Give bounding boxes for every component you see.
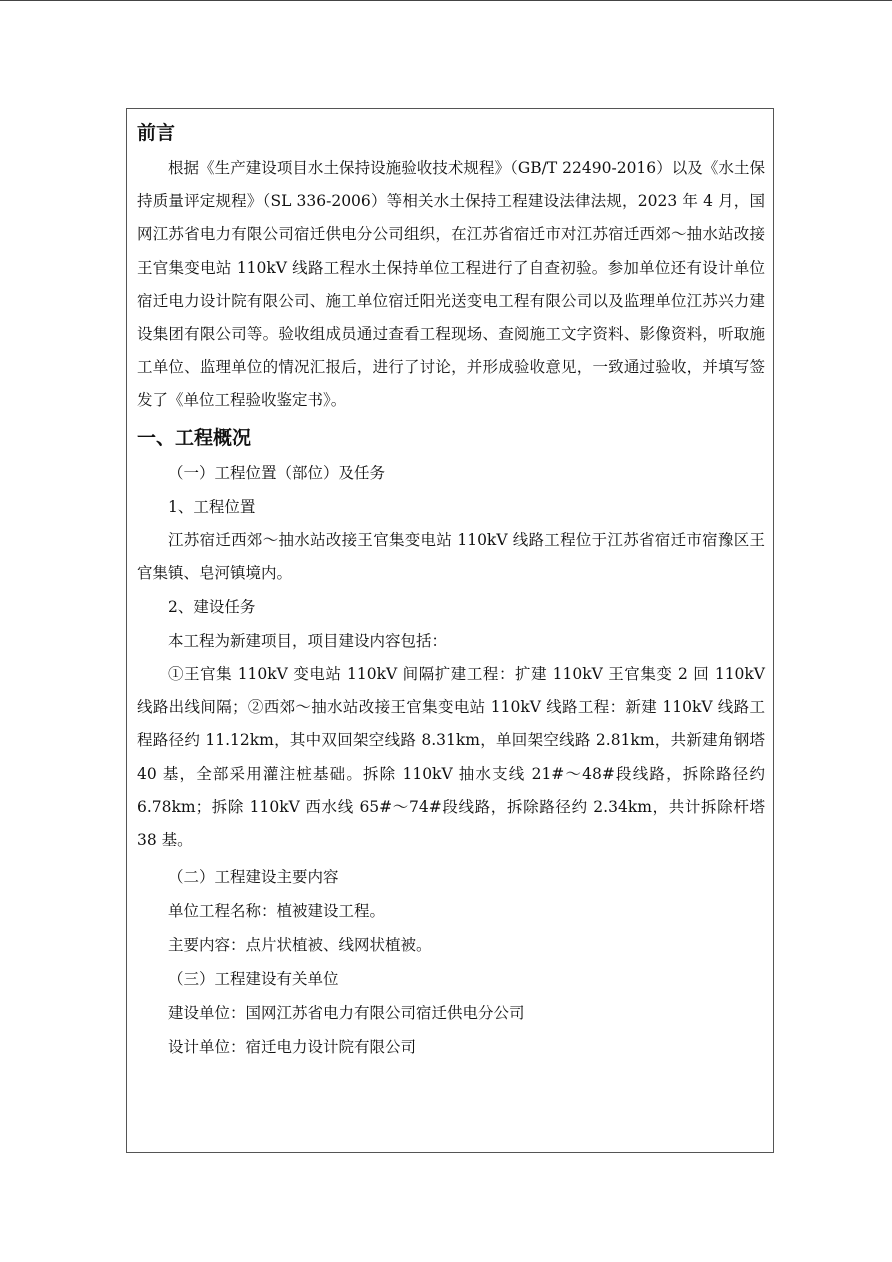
builder-unit: 建设单位：国网江苏省电力有限公司宿迁供电分公司: [168, 1004, 525, 1023]
item-tasks-intro: 本工程为新建项目，项目建设内容包括：: [168, 632, 448, 651]
item-location-text: 江苏宿迁西郊～抽水站改接王官集变电站 110kV 线路工程位于江苏省宿迁市宿豫区王官集镇、皂河镇境内。: [137, 530, 765, 582]
item-tasks-title: 2、建设任务: [168, 598, 256, 617]
preface-paragraph: 根据《生产建设项目水土保持设施验收技术规程》（GB/T 22490-2016）以及《水土保持质量评定规程》（SL 336-2006）等相关水土保持工程建设法律法规，2023 年 4 月，国网江苏省电力有限公司宿迁供电分公司组织，在江苏省宿迁市对江苏宿迁西郊～抽水站改接王官集变电站 110kV 线路工程水土保持单位工程进行了自查初验。参加单位还有设计单位宿迁电力设计院有限公司、施工单位宿迁阳光送变电工程有限公司以及监理单位江苏兴力建设集团有限公司等。验收组成员通过查看工程现场、查阅施工文字资料、影像资料，听取施工单位、监理单位的情况汇报后，进行了讨论，并形成验收意见，一致通过验收，并填写签发了《单位工程验收鉴定书》。: [137, 159, 765, 410]
designer-unit: 设计单位：宿迁电力设计院有限公司: [168, 1038, 417, 1057]
section-overview-heading: 一、工程概况: [137, 426, 252, 449]
page-top-rule: [0, 0, 892, 1]
item-tasks-text: ①王官集 110kV 变电站 110kV 间隔扩建工程：扩建 110kV 王官集变 2 回 110kV 线路出线间隔；②西郊～抽水站改接王官集变电站 110kV 线路工程：新建 110kV 线路工程路径约 11.12km，其中双回架空线路 8.31km，单回架空线路 2.81km，共新建角钢塔 40 基，全部采用灌注桩基础。拆除 110kV 抽水支线 21#～48#段线路，拆除路径约 6.78km；拆除 110kV 西水线 65#～74#段线路，拆除路径约 2.34km，共计拆除杆塔 38 基。: [137, 665, 765, 850]
preface-heading: 前言: [137, 122, 176, 144]
subsection-units-title: （三）工程建设有关单位: [168, 970, 339, 989]
main-content-text: 主要内容：点片状植被、线网状植被。: [168, 936, 432, 955]
subsection-location-title: （一）工程位置（部位）及任务: [168, 463, 386, 482]
document-frame: [126, 108, 774, 1153]
document-content: [137, 117, 765, 1064]
item-location-title: 1、工程位置: [168, 497, 256, 516]
unit-project-name: 单位工程名称：植被建设工程。: [168, 902, 386, 921]
subsection-content-title: （二）工程建设主要内容: [168, 868, 339, 887]
